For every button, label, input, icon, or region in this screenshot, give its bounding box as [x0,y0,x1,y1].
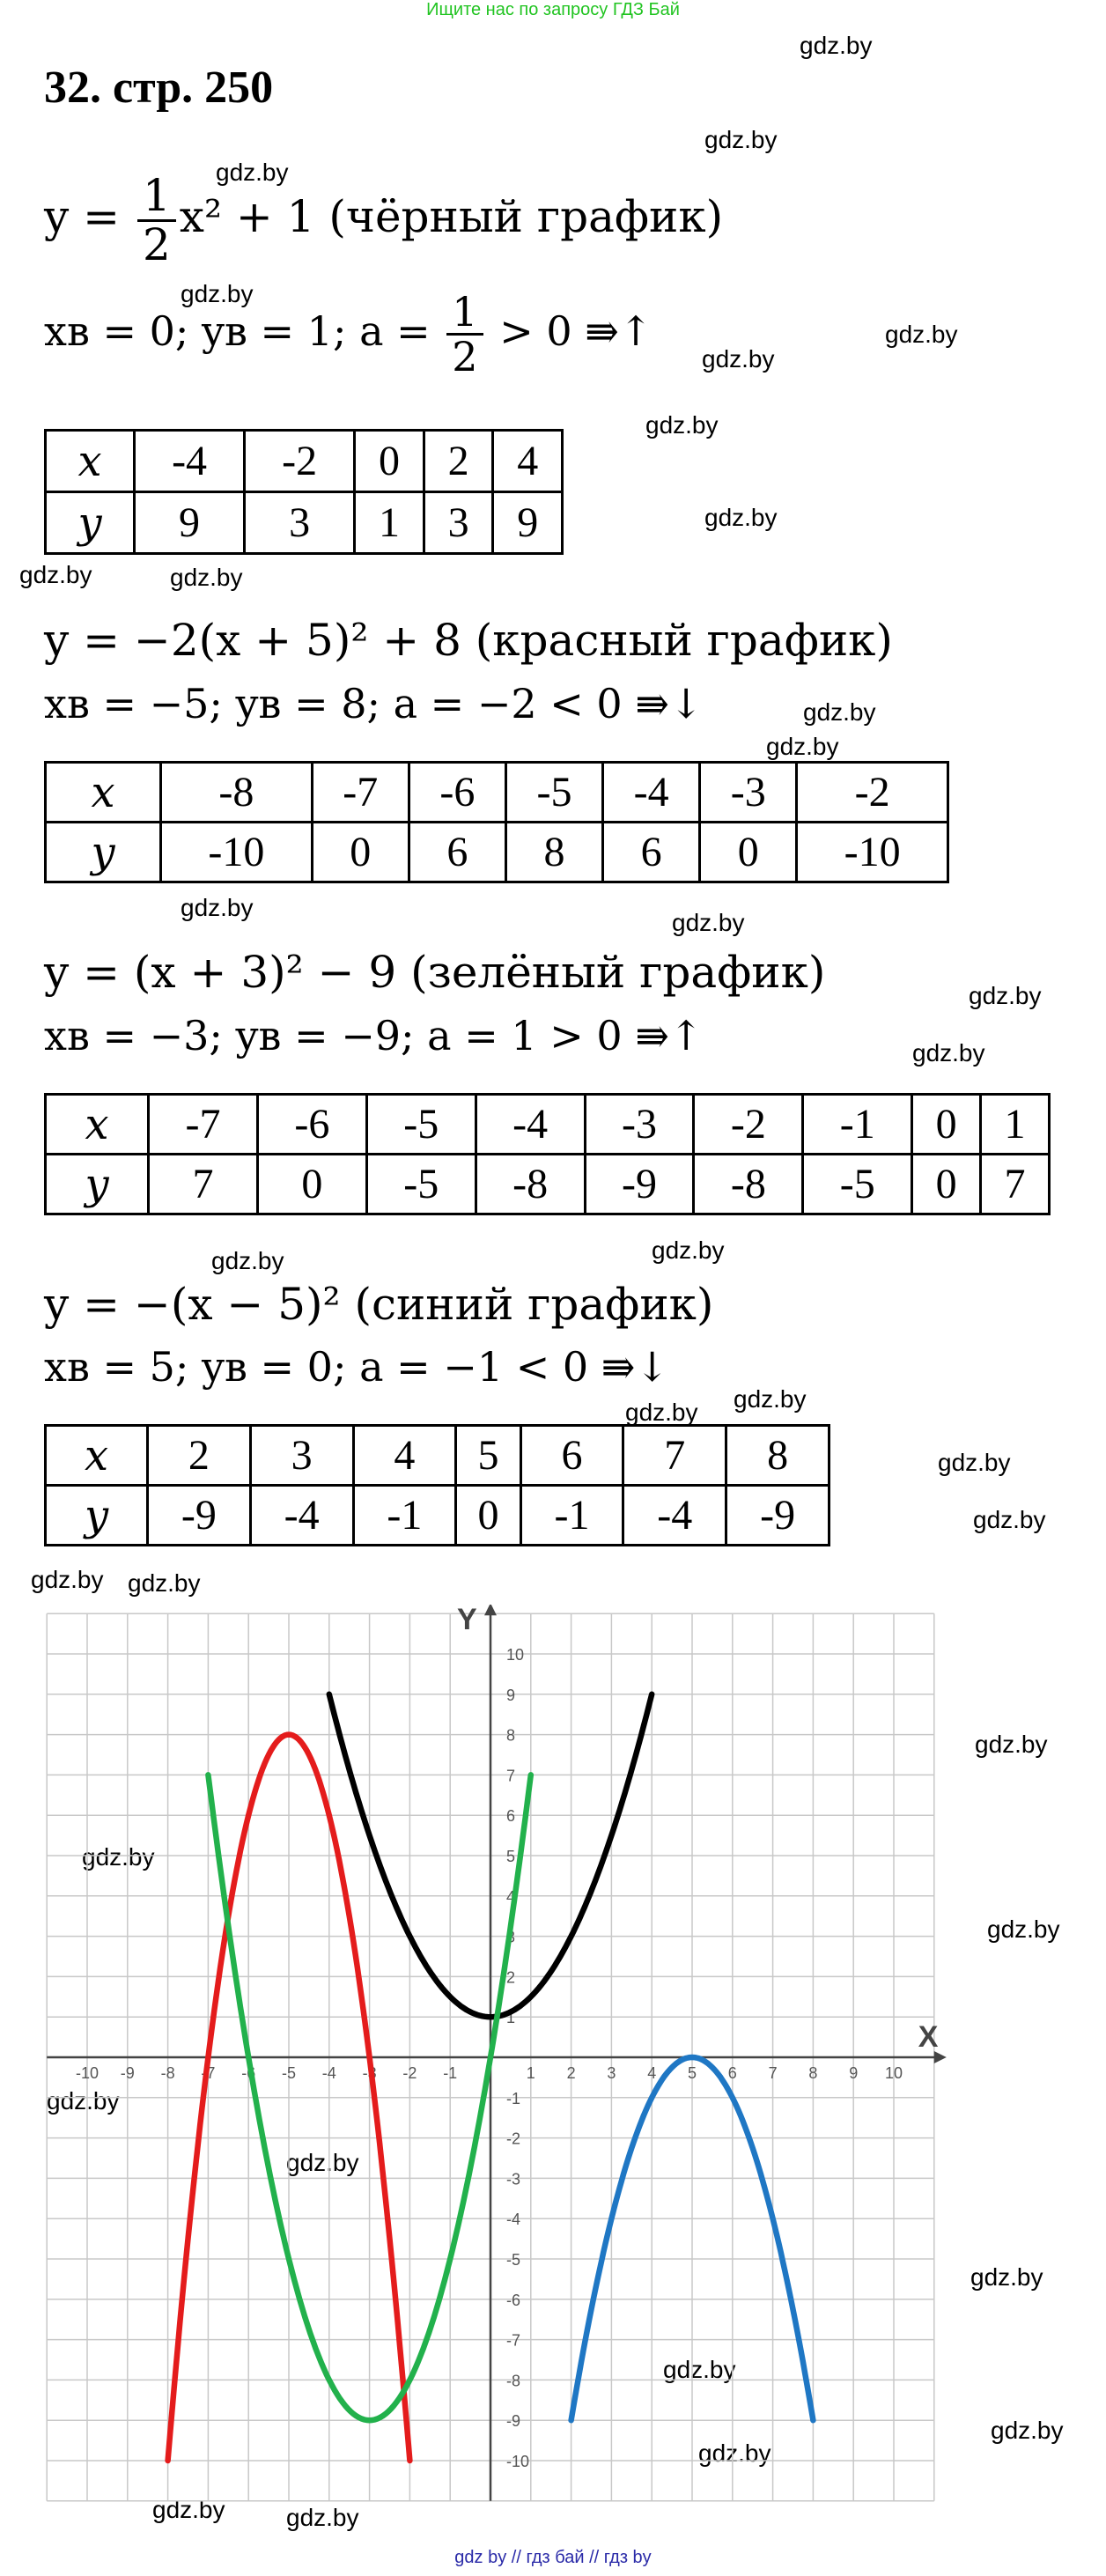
y-tick-label: -4 [506,2211,521,2229]
x-tick-label: 3 [607,2064,616,2082]
watermark: gdz.by [211,1247,284,1274]
vertex-blue: xв = 5; yв = 0; a = −1 < 0 ⇛↓ [44,1343,669,1391]
watermark: gdz.by [991,2417,1064,2444]
page-title: 32. стр. 250 [44,63,274,113]
x-tick-label: 1 [526,2064,535,2082]
y-tick-label: 6 [506,1807,516,1826]
watermark: gdz.by [970,2263,1043,2291]
table-row-x: x -8 -7 -6 -5 -4 -3 -2 [46,763,948,823]
watermark: gdz.by [704,126,778,153]
y-axis-label: Y [457,1605,477,1637]
y-tick-label: 8 [506,1726,516,1745]
x-tick-label: -8 [160,2064,175,2082]
y-tick-label: -7 [506,2331,521,2350]
x-tick-label: -3 [362,2064,377,2082]
watermark: gdz.by [800,32,873,59]
x-tick-label: 6 [727,2064,737,2082]
vertex-green: xв = −3; yв = −9; a = 1 > 0 ⇛↑ [44,1012,704,1059]
value-table-blue [44,1424,830,1546]
header-note[interactable]: Ищите нас по запросу ГДЗ Бай [426,0,680,19]
watermark: gdz.by [973,1506,1046,1533]
watermark: gdz.by [734,1385,807,1413]
y-tick-label: 1 [506,2009,516,2027]
watermark: gdz.by [912,1039,985,1067]
y-tick-label: 9 [506,1686,516,1704]
table-row-y: y 9 3 1 3 9 [46,492,563,554]
watermark: gdz.by [766,733,839,760]
table-row-y: y 7 0 -5 -8 -9 -8 -5 0 7 [46,1155,1050,1214]
y-tick-label: 7 [506,1767,516,1785]
vertex-black: xв = 0; yв = 1; a = $\frac{1}{2}$ > 0 ⇛↑ [44,288,653,381]
x-tick-label: -5 [281,2064,297,2082]
x-tick-label: -6 [241,2064,256,2082]
x-tick-label: -2 [402,2064,417,2082]
x-tick-label: 2 [566,2064,576,2082]
watermark: gdz.by [698,2439,771,2467]
watermark: gdz.by [704,504,778,531]
x-tick-label: 4 [647,2064,657,2082]
equation-black: y = $\frac{1}{2}$ x² + 1 (чёрный график) [44,170,724,270]
x-tick-label: 8 [808,2064,818,2082]
equation-blue: y = −(x − 5)² (синий график) [44,1279,714,1330]
x-tick-label: -7 [201,2064,216,2082]
watermark: gdz.by [987,1915,1060,1943]
watermark: gdz.by [152,2496,225,2523]
table-row-x: x -7 -6 -5 -4 -3 -2 -1 0 1 [46,1095,1050,1155]
y-tick-label: -5 [506,2251,521,2269]
y-tick-label: -2 [506,2129,521,2148]
value-table-red [44,761,949,883]
x-tick-label: 9 [849,2064,859,2082]
y-tick-label: 3 [506,1928,516,1946]
x-tick-label: -10 [75,2064,100,2082]
watermark: gdz.by [702,345,775,373]
watermark: gdz.by [975,1731,1048,1758]
watermark: gdz.by [969,982,1042,1009]
x-tick-label: 10 [884,2064,903,2082]
fraction: $\frac{1}{2}$ [137,173,176,268]
y-axis-arrow [484,1605,497,1615]
y-tick-label: -6 [506,2291,521,2309]
equation-green: y = (x + 3)² − 9 (зелёный график) [44,947,826,998]
x-axis-label: X [918,2020,939,2054]
table-row-y: y -10 0 6 8 6 0 -10 [46,823,948,882]
watermark: gdz.by [128,1569,201,1597]
y-tick-label: -9 [506,2412,521,2431]
table-row-y: y -9 -4 -1 0 -1 -4 -9 [46,1486,830,1546]
watermark: gdz.by [181,894,254,921]
x-tick-label: -1 [443,2064,458,2082]
watermark: gdz.by [625,1399,698,1426]
watermark: gdz.by [803,698,876,726]
value-table-black [44,429,564,555]
watermark: gdz.by [19,561,92,588]
value-table-green [44,1093,1051,1215]
watermark: gdz.by [216,159,289,186]
y-tick-label: -1 [506,2089,521,2107]
watermark: gdz.by [663,2356,736,2383]
watermark: gdz.by [885,321,958,348]
y-tick-label: -10 [506,2453,530,2470]
watermark: gdz.by [286,2504,359,2531]
y-tick-label: -3 [506,2170,521,2188]
x-tick-label: -9 [120,2064,135,2082]
watermark: gdz.by [645,411,719,439]
watermark: gdz.by [170,564,243,591]
watermark: gdz.by [82,1843,155,1871]
y-tick-label: -8 [506,2372,521,2390]
fraction: $\frac{1}{2}$ [446,291,483,379]
watermark: gdz.by [181,280,254,307]
vertex-red: xв = −5; yв = 8; a = −2 < 0 ⇛↓ [44,680,704,727]
watermark: gdz.by [47,2087,120,2115]
footer-links[interactable]: gdz by // гдз бай // гдз by [454,2548,652,2567]
y-tick-label: 4 [506,1887,516,1906]
watermark: gdz.by [652,1236,725,1264]
parabola-graph [42,1605,949,2529]
x-tick-label: 5 [687,2064,697,2082]
y-tick-label: 10 [506,1646,525,1664]
table-row-x: x -4 -2 0 2 4 [46,431,563,492]
watermark: gdz.by [938,1449,1011,1476]
watermark: gdz.by [31,1566,104,1593]
y-tick-label: 2 [506,1968,516,1987]
x-tick-label: 7 [768,2064,778,2082]
watermark: gdz.by [672,909,745,936]
table-row-x: x 2 3 4 5 6 7 8 [46,1426,830,1486]
y-tick-label: 5 [506,1848,516,1865]
equation-red: y = −2(x + 5)² + 8 (красный график) [44,615,893,666]
watermark: gdz.by [286,2149,359,2176]
x-tick-label: -4 [321,2064,336,2082]
